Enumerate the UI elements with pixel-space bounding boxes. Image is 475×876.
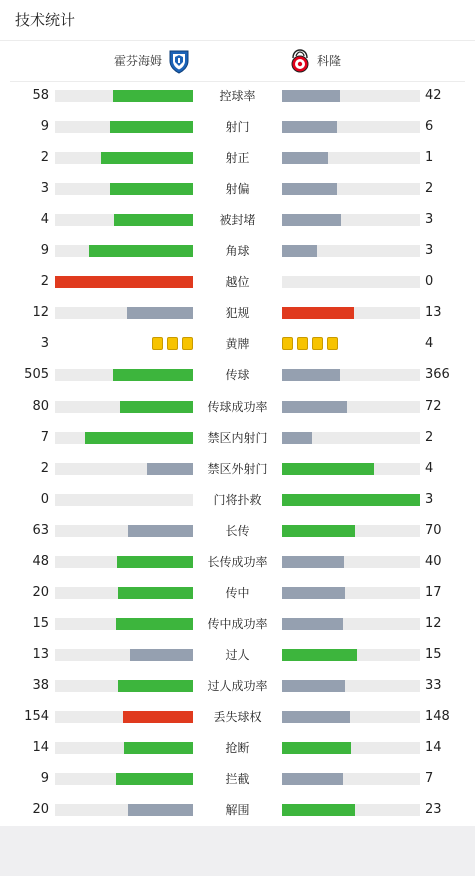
away-bar-track	[282, 121, 420, 133]
away-bar-track	[282, 214, 420, 226]
away-bar	[282, 432, 312, 444]
home-bar	[101, 152, 193, 164]
away-value: 33	[425, 677, 442, 693]
away-bar	[282, 742, 351, 754]
home-value: 2	[40, 274, 49, 290]
home-bar-track	[55, 804, 193, 816]
stat-row	[0, 267, 475, 298]
home-team-name: 霍芬海姆	[113, 54, 162, 68]
stat-label: 传中成功率	[207, 616, 268, 631]
away-bar-track	[282, 276, 420, 288]
home-bar	[117, 556, 193, 568]
stat-row	[0, 640, 475, 671]
home-bar	[113, 369, 193, 381]
yellow-card-icon	[282, 337, 293, 350]
home-value: 20	[32, 802, 49, 818]
away-bar-track	[282, 649, 420, 661]
home-bar	[124, 742, 193, 754]
stat-label: 传球成功率	[207, 399, 268, 414]
stat-label: 被封堵	[219, 213, 256, 228]
stat-label: 解围	[225, 803, 250, 818]
stat-row	[0, 764, 475, 795]
home-bar-track	[55, 463, 193, 475]
away-bar-track	[282, 525, 420, 537]
home-bar	[128, 804, 193, 816]
stat-label: 射正	[225, 151, 250, 166]
away-bar-track	[282, 401, 420, 413]
stat-row	[0, 298, 475, 329]
home-value: 12	[32, 305, 49, 321]
away-value: 14	[425, 740, 442, 756]
stat-row	[0, 423, 475, 454]
stat-row	[0, 671, 475, 702]
home-bar	[147, 463, 193, 475]
away-bar	[282, 214, 341, 226]
home-bar-track	[55, 494, 193, 506]
home-bar	[110, 121, 193, 133]
away-bar	[282, 804, 355, 816]
away-bar-track	[282, 152, 420, 164]
away-bar	[282, 711, 350, 723]
stat-label: 禁区内射门	[207, 430, 268, 445]
away-bar	[282, 525, 355, 537]
home-bar	[130, 649, 193, 661]
hoffenheim-crest-icon	[166, 48, 192, 74]
home-bar-track	[55, 401, 193, 413]
home-bar-track	[55, 649, 193, 661]
stat-row	[0, 329, 475, 360]
away-bar-track	[282, 90, 420, 102]
home-value: 80	[32, 398, 49, 414]
away-value: 3	[425, 212, 434, 228]
stat-row	[0, 392, 475, 423]
stat-row	[0, 795, 475, 826]
home-bar	[123, 711, 193, 723]
away-value: 15	[425, 646, 442, 662]
away-bar-track	[282, 183, 420, 195]
away-bar-track	[282, 742, 420, 754]
home-value: 14	[32, 740, 49, 756]
stat-label: 禁区外射门	[207, 461, 268, 476]
home-value: 58	[32, 88, 49, 103]
home-bar-track	[55, 214, 193, 226]
home-bar-track	[55, 680, 193, 692]
home-bar-track	[55, 121, 193, 133]
home-bar-track	[55, 152, 193, 164]
stat-row	[0, 733, 475, 764]
away-value: 17	[425, 584, 442, 600]
home-value: 0	[40, 491, 49, 507]
teams-header	[0, 41, 475, 81]
away-bar	[282, 649, 357, 661]
away-value: 366	[425, 367, 450, 383]
away-value: 4	[425, 460, 434, 476]
home-bar-track	[55, 183, 193, 195]
away-bar-track	[282, 804, 420, 816]
away-bar	[282, 90, 340, 102]
home-bar-track	[55, 773, 193, 785]
stat-label: 门将扑救	[213, 492, 262, 507]
away-value: 148	[425, 709, 450, 724]
home-bar	[128, 525, 193, 537]
away-value: 4	[425, 336, 434, 352]
away-bar-track	[282, 369, 420, 381]
stat-label: 长传	[225, 523, 250, 538]
stat-label: 长传成功率	[207, 554, 268, 569]
away-bar	[282, 245, 317, 257]
home-value: 7	[40, 429, 49, 445]
home-bar	[116, 618, 193, 630]
stat-label: 拦截	[225, 772, 250, 787]
home-value: 9	[40, 119, 49, 135]
home-bar-track	[55, 711, 193, 723]
away-bar	[282, 587, 345, 599]
home-team[interactable]	[114, 48, 192, 74]
stat-label: 越位	[225, 275, 250, 290]
away-team[interactable]	[287, 48, 341, 74]
home-bar	[118, 680, 193, 692]
away-bar	[282, 463, 374, 475]
koln-crest-icon	[287, 48, 313, 74]
stat-row	[0, 578, 475, 609]
home-value: 505	[24, 367, 49, 383]
home-bar-track	[55, 742, 193, 754]
away-bar-track	[282, 432, 420, 444]
page-title: 技术统计	[15, 11, 76, 29]
stat-label: 射门	[225, 120, 250, 135]
away-bar	[282, 152, 328, 164]
away-bar	[282, 680, 345, 692]
home-bar	[89, 245, 193, 257]
home-value: 2	[40, 150, 49, 166]
away-value: 2	[425, 429, 434, 445]
home-bar	[110, 183, 193, 195]
stat-label: 黄牌	[225, 337, 250, 352]
home-bar	[55, 276, 193, 288]
away-value: 2	[425, 181, 434, 197]
away-bar	[282, 183, 337, 195]
home-value: 63	[32, 522, 49, 538]
stat-label: 控球率	[219, 89, 256, 103]
away-value: 6	[425, 119, 434, 135]
away-bar-track	[282, 245, 420, 257]
stat-label: 犯规	[225, 306, 250, 321]
stat-row	[0, 236, 475, 267]
away-value: 1	[425, 150, 434, 166]
away-value: 7	[425, 771, 434, 787]
home-bar	[120, 401, 193, 413]
away-bar	[282, 556, 344, 568]
away-bar-track	[282, 680, 420, 692]
away-bar	[282, 773, 343, 785]
away-bar-track	[282, 587, 420, 599]
home-bar-track	[55, 245, 193, 257]
stat-row	[0, 174, 475, 205]
stat-row	[0, 360, 475, 391]
home-bar-track	[55, 369, 193, 381]
stat-label: 角球	[225, 244, 250, 259]
home-bar	[118, 587, 193, 599]
home-bar	[113, 90, 193, 102]
stat-row	[0, 516, 475, 547]
away-bar-track	[282, 773, 420, 785]
home-bar-track	[55, 556, 193, 568]
stat-row	[0, 112, 475, 143]
away-bar-track	[282, 618, 420, 630]
yellow-card-icon	[312, 337, 323, 350]
home-value: 9	[40, 771, 49, 787]
home-bar-track	[55, 587, 193, 599]
home-bar-track	[55, 90, 193, 102]
away-value: 13	[425, 305, 442, 321]
away-value: 3	[425, 491, 434, 507]
stat-label: 传球	[225, 368, 250, 383]
home-value: 3	[40, 181, 49, 197]
home-value: 9	[40, 243, 49, 259]
stat-row	[0, 702, 475, 733]
away-value: 42	[425, 88, 442, 103]
stat-label: 过人	[225, 647, 250, 662]
home-bar	[116, 773, 193, 785]
away-bar	[282, 618, 343, 630]
stat-label: 射偏	[225, 182, 250, 197]
home-value: 38	[32, 677, 49, 693]
stat-row	[0, 143, 475, 174]
home-bar-track	[55, 307, 193, 319]
home-value: 20	[32, 584, 49, 600]
away-bar-track	[282, 556, 420, 568]
home-bar	[85, 432, 193, 444]
away-bar-track	[282, 307, 420, 319]
home-bar-track	[55, 276, 193, 288]
away-value: 40	[425, 553, 442, 569]
stat-label: 丢失球权	[213, 710, 262, 724]
yellow-card-icon	[297, 337, 308, 350]
away-bar	[282, 307, 354, 319]
away-yellow-cards	[282, 337, 338, 350]
away-bar-track	[282, 711, 420, 723]
home-value: 2	[40, 460, 49, 476]
stat-row	[0, 81, 475, 112]
stat-row	[0, 485, 475, 516]
home-bar-track	[55, 525, 193, 537]
stat-row	[0, 205, 475, 236]
away-bar-track	[282, 494, 420, 506]
stat-row	[0, 547, 475, 578]
yellow-card-icon	[182, 337, 193, 350]
away-bar	[282, 369, 340, 381]
home-value: 154	[24, 709, 49, 724]
away-value: 12	[425, 615, 442, 631]
home-bar-track	[55, 618, 193, 630]
away-value: 3	[425, 243, 434, 259]
stat-label: 抢断	[225, 741, 250, 756]
home-value: 3	[40, 336, 49, 352]
away-value: 72	[425, 398, 442, 414]
away-value: 70	[425, 522, 442, 538]
away-bar	[282, 494, 420, 506]
home-yellow-cards	[152, 337, 193, 350]
away-value: 0	[425, 274, 434, 290]
home-bar	[114, 214, 193, 226]
home-value: 15	[32, 615, 49, 631]
stat-label: 过人成功率	[207, 678, 268, 693]
home-value: 4	[40, 212, 49, 228]
stat-row	[0, 454, 475, 485]
away-team-name: 科隆	[317, 54, 342, 68]
home-value: 48	[32, 553, 49, 569]
away-value: 23	[425, 802, 442, 818]
home-value: 13	[32, 646, 49, 662]
yellow-card-icon	[152, 337, 163, 350]
home-bar-track	[55, 432, 193, 444]
yellow-card-icon	[167, 337, 178, 350]
yellow-card-icon	[327, 337, 338, 350]
away-bar	[282, 401, 347, 413]
away-bar-track	[282, 463, 420, 475]
home-bar	[127, 307, 193, 319]
stat-row	[0, 609, 475, 640]
stat-label: 传中	[225, 585, 250, 600]
away-bar	[282, 121, 337, 133]
